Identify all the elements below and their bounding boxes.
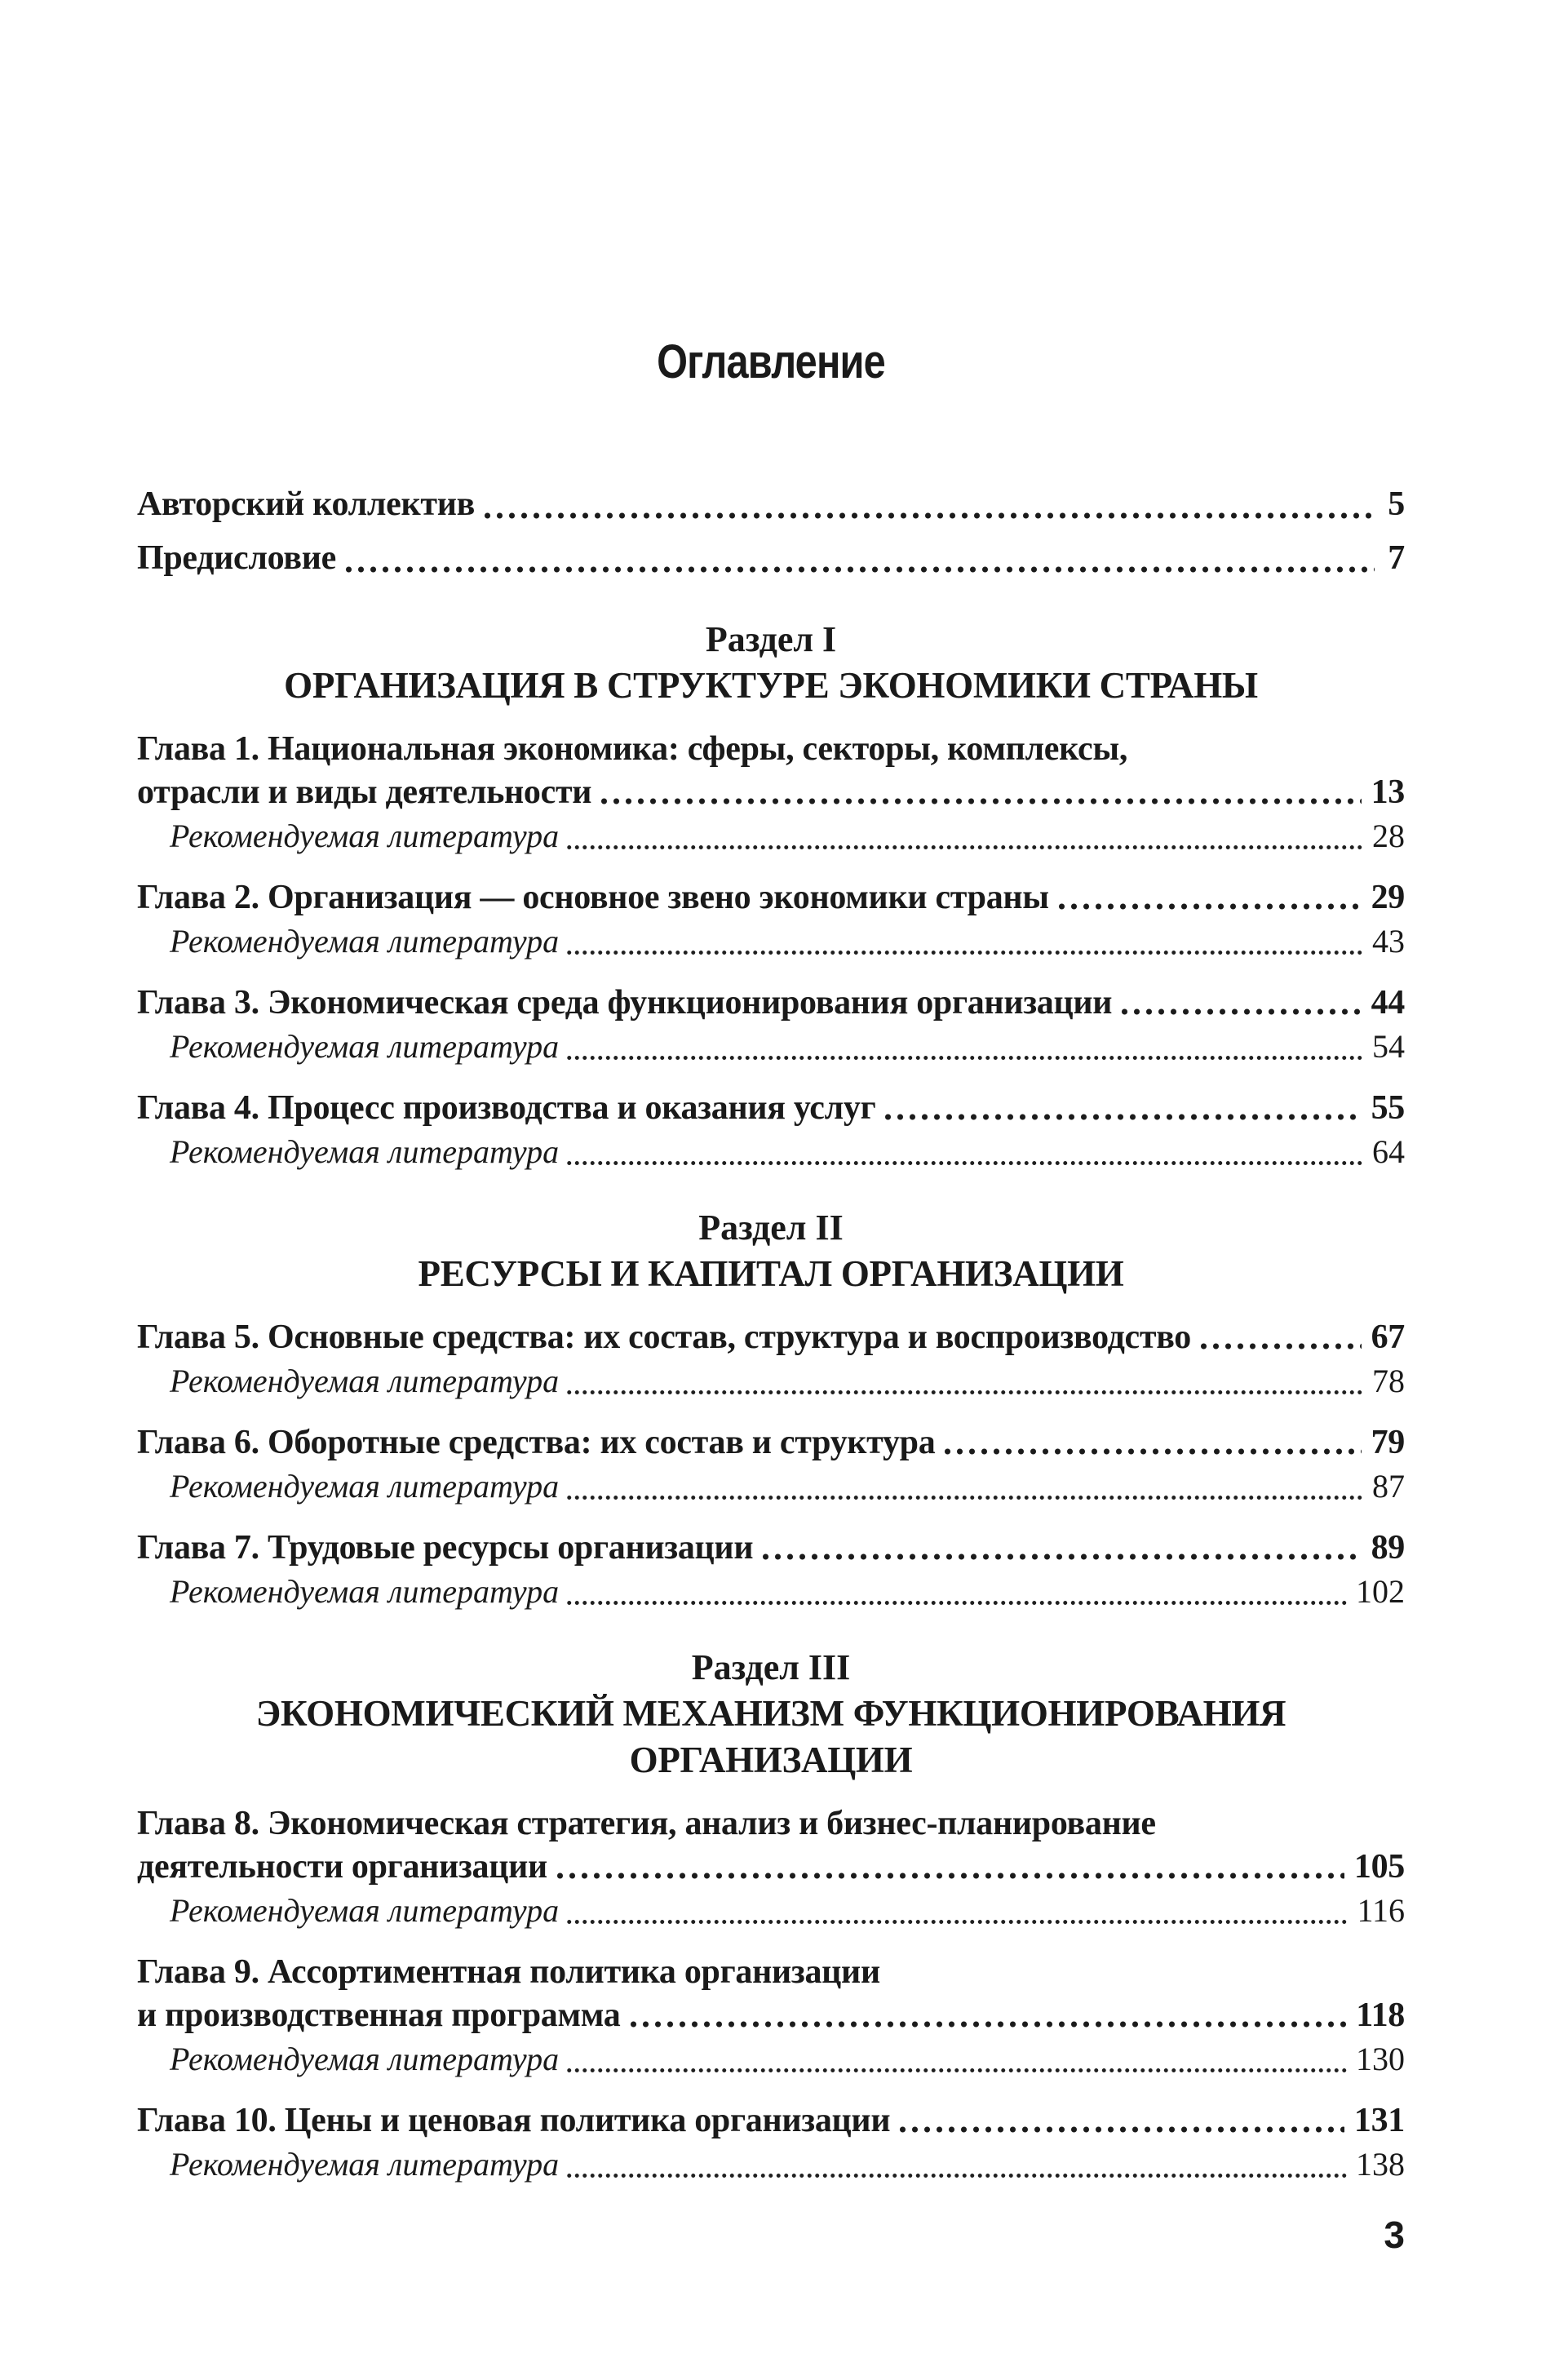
entry-title-row	[137, 876, 1405, 920]
toc-section	[137, 616, 1405, 1173]
toc-entry	[137, 1951, 1405, 2081]
dot-leader	[565, 920, 1363, 963]
entry-page-number: 105	[1353, 1848, 1405, 1886]
literature-page-number: 87	[1372, 1468, 1405, 1505]
entry-title-row	[137, 1087, 1405, 1130]
section-heading-line: ЭКОНОМИЧЕСКИЙ МЕХАНИЗМ ФУНКЦИОНИРОВАНИЯ	[255, 1693, 1286, 1734]
entry-page-number: 79	[1371, 1424, 1405, 1461]
dot-leader	[565, 1359, 1363, 1403]
front-matter-list	[137, 477, 1405, 585]
section-heading-line: ОРГАНИЗАЦИЯ В СТРУКТУРЕ ЭКОНОМИКИ СТРАНЫ	[284, 665, 1258, 706]
entry-title-line: Глава 9. Ассортиментная политика организации	[137, 1953, 880, 1991]
toc-entry	[137, 1087, 1405, 1173]
entry-page-number: 55	[1371, 1089, 1405, 1127]
entry-literature-row	[137, 814, 1405, 858]
literature-label: Рекомендуемая литература	[170, 923, 560, 960]
page-number: 3	[1384, 2214, 1405, 2256]
entry-title-row	[137, 1316, 1405, 1359]
front-matter-entry	[137, 477, 1405, 531]
dot-leader	[941, 1421, 1361, 1465]
entry-page-number: 29	[1371, 879, 1405, 916]
entry-title-row	[137, 1994, 1405, 2037]
entry-literature-row	[137, 1025, 1405, 1068]
entry-title: Глава 4. Процесс производства и оказания услуг	[137, 1089, 876, 1127]
literature-page-number: 102	[1356, 1573, 1405, 1610]
front-matter-entry	[137, 531, 1405, 585]
entry-page-number: 5	[1388, 485, 1405, 523]
section-heading-line: ОРГАНИЗАЦИИ	[629, 1740, 913, 1780]
dot-leader	[565, 1025, 1363, 1068]
entry-page-number: 13	[1371, 773, 1405, 811]
entry-page-number: 7	[1388, 539, 1405, 577]
entry-literature-row	[137, 1889, 1405, 1932]
entry-literature-row	[137, 1359, 1405, 1403]
dot-leader	[565, 1130, 1363, 1173]
entry-title-row	[137, 1421, 1405, 1465]
entry-literature-row	[137, 1570, 1405, 1613]
entry-literature-row	[137, 1130, 1405, 1173]
entry-title-line: Глава 8. Экономическая стратегия, анализ и бизнес-планирование	[137, 1805, 1156, 1842]
dot-leader	[1198, 1316, 1362, 1359]
literature-page-number: 116	[1357, 1892, 1405, 1929]
toc-entry	[137, 1421, 1405, 1508]
entry-page-number: 89	[1371, 1529, 1405, 1567]
dot-leader	[627, 1994, 1347, 2037]
section-heading	[137, 663, 1405, 709]
entry-page-number: 67	[1371, 1319, 1405, 1356]
literature-page-number: 64	[1372, 1133, 1405, 1170]
section-entries	[137, 1802, 1405, 2186]
entry-literature-row	[137, 2037, 1405, 2081]
entry-title: и производственная программа	[137, 1997, 621, 2034]
entry-page-number: 44	[1371, 984, 1405, 1022]
section-kicker: Раздел I	[705, 619, 837, 659]
entry-title-row	[137, 982, 1405, 1025]
literature-page-number: 54	[1372, 1028, 1405, 1065]
entry-title: Глава 2. Организация — основное звено экономики страны	[137, 879, 1049, 916]
dot-leader	[897, 2099, 1344, 2143]
dot-leader	[882, 1087, 1361, 1130]
dot-leader	[1056, 876, 1362, 920]
dot-leader	[554, 1846, 1344, 1889]
literature-label: Рекомендуемая литература	[170, 818, 560, 854]
section-heading	[137, 1691, 1405, 1784]
literature-page-number: 28	[1372, 818, 1405, 854]
dot-leader	[598, 771, 1361, 814]
literature-label: Рекомендуемая литература	[170, 1468, 560, 1505]
toc-entry	[137, 2099, 1405, 2186]
literature-label: Рекомендуемая литература	[170, 1892, 560, 1929]
entry-literature-row	[137, 920, 1405, 963]
dot-leader	[760, 1527, 1361, 1570]
dot-leader	[565, 2143, 1347, 2186]
entry-title-lines	[137, 1802, 1405, 1846]
entry-title-row	[137, 2099, 1405, 2143]
toc-entry	[137, 1527, 1405, 1613]
literature-label: Рекомендуемая литература	[170, 1573, 560, 1610]
dot-leader	[565, 1570, 1347, 1613]
entry-title: Глава 3. Экономическая среда функционирования организации	[137, 984, 1113, 1022]
entry-literature-row	[137, 2143, 1405, 2186]
literature-label: Рекомендуемая литература	[170, 1363, 560, 1399]
entry-title: Глава 7. Трудовые ресурсы организации	[137, 1529, 754, 1567]
dot-leader	[565, 814, 1363, 858]
dot-leader	[565, 1465, 1363, 1508]
section-kicker: Раздел III	[691, 1647, 851, 1687]
entry-title: Глава 10. Цены и ценовая политика организации	[137, 2102, 891, 2139]
section-entries	[137, 1316, 1405, 1613]
literature-page-number: 43	[1372, 923, 1405, 960]
toc-entry	[137, 876, 1405, 963]
entry-title-row	[137, 771, 1405, 814]
section-heading-line: РЕСУРСЫ И КАПИТАЛ ОРГАНИЗАЦИИ	[418, 1253, 1124, 1294]
literature-label: Рекомендуемая литература	[170, 2146, 560, 2183]
dot-leader	[481, 477, 1375, 531]
section-kicker: Раздел II	[698, 1208, 844, 1248]
entry-label: Авторский коллектив	[137, 485, 476, 523]
entry-title-row	[137, 1527, 1405, 1570]
dot-leader	[1118, 982, 1361, 1025]
entry-title-row	[137, 1846, 1405, 1889]
literature-page-number: 138	[1356, 2146, 1405, 2183]
section-entries	[137, 728, 1405, 1173]
entry-page-number: 118	[1356, 1997, 1405, 2034]
toc-entry	[137, 728, 1405, 858]
toc-section	[137, 1644, 1405, 2186]
entry-title: Глава 6. Оборотные средства: их состав и структура	[137, 1424, 936, 1461]
literature-page-number: 130	[1356, 2041, 1405, 2077]
toc-entry	[137, 982, 1405, 1068]
toc-content	[137, 0, 1405, 2186]
entry-title-lines	[137, 1951, 1405, 1994]
literature-label: Рекомендуемая литература	[170, 2041, 560, 2077]
entry-label: Предисловие	[137, 539, 336, 577]
literature-label: Рекомендуемая литература	[170, 1133, 560, 1170]
entry-title: Глава 5. Основные средства: их состав, структура и воспроизводство	[137, 1319, 1191, 1356]
page-title: Оглавление	[657, 335, 885, 388]
dot-leader	[565, 2037, 1347, 2081]
entry-title: деятельности организации	[137, 1848, 547, 1886]
entry-page-number: 131	[1353, 2102, 1405, 2139]
entry-title-lines	[137, 728, 1405, 771]
literature-page-number: 78	[1372, 1363, 1405, 1399]
section-heading	[137, 1251, 1405, 1297]
entry-literature-row	[137, 1465, 1405, 1508]
dot-leader	[565, 1889, 1348, 1932]
sections-container	[137, 616, 1405, 2186]
toc-section	[137, 1204, 1405, 1613]
dot-leader	[343, 531, 1375, 585]
entry-title-line: Глава 1. Национальная экономика: сферы, секторы, комплексы,	[137, 730, 1128, 768]
toc-entry	[137, 1802, 1405, 1932]
entry-title: отрасли и виды деятельности	[137, 773, 592, 811]
toc-entry	[137, 1316, 1405, 1403]
literature-label: Рекомендуемая литература	[170, 1028, 560, 1065]
